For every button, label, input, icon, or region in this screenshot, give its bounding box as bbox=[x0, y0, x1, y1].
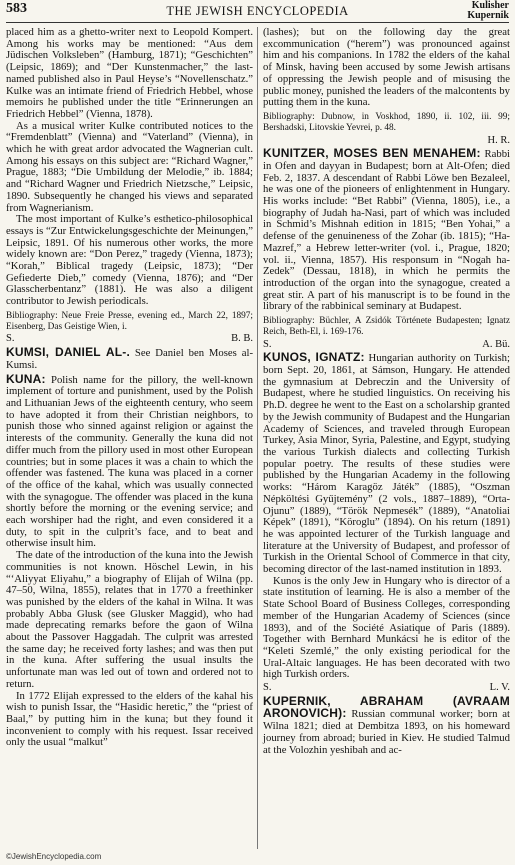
headword-kunos: KUNOS, IGNATZ: bbox=[263, 350, 365, 365]
page-title: THE JEWISH ENCYCLOPEDIA bbox=[166, 4, 349, 18]
kuna-history-paragraph: The date of the introduction of the kuna into the Jewish communities is not known. Höschel Lewin, in his “‘Aliyyat Eliyahu,” a biography of Elijah of Wilna (pp. 47–50, Wilna, 1855), relates that in 1770 a freethinker was punished by the elders of the kahal in Wilna. It was probably Abba Glusk (see Glusker Maggid), who had made deprecating remarks before the gaon of Wilna about the Passover Haggadah. The culprit was arrested the same day; he received forty lashes; and was then put in the kuna. After suffering the usual insults the unfortunate man was led out of town and ordered not to return. bbox=[6, 549, 253, 690]
entry-kuna bbox=[6, 371, 254, 551]
kulke-continuation: placed him as a ghetto-writer next to Leopold Kompert. Among his works may be mentioned: “Aus dem Jüdischen Volksleben” (Hamburg, 1871); “Geschichten” (Leipsic, 1869); and “Der Kunstenmacher,” the last-named published also in Paul Heyse’s “Novellenschatz.” Kulke was an intimate friend of Friedrich Hebbel, whose memoirs he published under the title “Erinnerungen an Friedrich Hebbel” (Vienna, 1878). bbox=[6, 26, 253, 120]
column-left bbox=[6, 27, 253, 749]
running-head-last: Kupernik bbox=[467, 10, 509, 21]
column-divider bbox=[257, 27, 258, 849]
entry-kunos bbox=[263, 352, 510, 575]
column-right bbox=[263, 27, 510, 756]
running-head-first: Kulisher bbox=[471, 0, 509, 11]
kuna-elijah-paragraph: In 1772 Elijah expressed to the elders of the kahal his wish to punish Issar, the “Hasidic heretic,” the “priest of Baal,” by putting him in the kuna; but they found it inconvenient to comply with his request. Issar received only the usual “malkut” bbox=[6, 689, 253, 749]
signature-initial: S. bbox=[263, 338, 272, 350]
headword-kumsi: KUMSI, DANIEL AL-. bbox=[6, 345, 131, 360]
signature-author: L. V. bbox=[489, 682, 510, 694]
kulke-essays-paragraph: The most important of Kulke’s esthetico-philosophical essays is “Zur Entwickelungsgeschichte der Meinungen,” Leipsic, 1891. Of his numerous other works, the more widely known are: “Don Perez,” tragedy (Vienna, 1873); “Korah,” Biblical tragedy (Leipsic, 1873); “Der Gefiederte Dieb,” comedy (Vienna, 1876); and “Der Glasscherbentanz” (1881). He was also a diligent contributor to Jewish periodicals. bbox=[6, 213, 253, 308]
entry-kunitzer bbox=[263, 148, 510, 313]
kunos-second-paragraph: Kunos is the only Jew in Hungary who is director of a state institution of learning. He is also a member of the State School Board of Business Colleges, corresponding member of the Hungarian Academy of Sciences (since 1893), and of the Société Asiatique of Paris (1889). Together with Bernhard Munkácsi he is editor of the “Keleti Szemlé,” the only existing periodical for the Ural-Altaic languages. He has been decorated with two high Turkish orders. bbox=[263, 574, 510, 681]
signature-author: H. R. bbox=[487, 134, 510, 146]
kumsi-cross-reference[interactable]: See Daniel ben Moses al-Kumsi. bbox=[6, 347, 253, 371]
kuna-continuation: (lashes); but on the following day the great excommunication (“herem”) was pronounced against him and his companions. In 1782 the elders of the kahal of Minsk, having been accused by some Jewish artisans of oppressing the Jewish people and of misusing the public money, punished the leaders of the malcontents by putting them in the kuna. bbox=[263, 26, 510, 109]
kulke-signature bbox=[6, 333, 253, 345]
kupernik-text: Russian communal worker; born at Wilna 1821; died at Dembitza 1893, on his homeward journey from abroad; buried in Kiev. He studied Talmud at the Volozhin yeshibah and ac- bbox=[263, 708, 510, 756]
entry-kupernik bbox=[263, 693, 510, 757]
signature-initial: S. bbox=[6, 333, 15, 345]
kunitzer-text: Rabbi in Ofen and dayyan in Budapest; born at Alt-Ofen; died Feb. 2, 1837. A descendant of Rabbi Löwe ben Bezaleel, he was one of the pioneers of enlightenment in Hungary. His works include: “Bet Rabbi” (Vienna, 1805), i.e., a biography of Judah ha-Nasi, part of which was included in Schmid’s Mishnah edition in 1815; “Ben Yohai,” a defense of the genuineness of the Zohar (ib. 1815); “Ha-Mazref,” a Hebrew letter-writer (vol. i., Prague, 1820; vol. ii., Vienna, 1857). His responsum in “Nogah ha-Zedek” (Dessau, 1818), in which he permits the introduction of the organ into the synagogue, created a great stir. A part of his manuscript is to be found in the library of the rabbinical seminary at Budapest. bbox=[263, 148, 511, 313]
signature-initial: S. bbox=[263, 682, 272, 694]
running-head bbox=[467, 1, 509, 21]
headword-kunitzer: KUNITZER, MOSES BEN MENAHEM: bbox=[263, 146, 481, 161]
headword-kupernik: KUPERNIK, ABRAHAM (AVRAAM ARONOVICH): bbox=[263, 693, 510, 721]
page-number: 583 bbox=[6, 1, 27, 16]
copyright-footer: ©JewishEncyclopedia.com bbox=[6, 852, 102, 861]
kunitzer-signature bbox=[263, 339, 510, 351]
kuna-bibliography: Bibliography: Dubnow, in Voskhod, 1890, ii. 102, iii. 99; Bershadski, Litovskie Yevrei, p. 48. bbox=[263, 111, 510, 133]
kuna-signature bbox=[263, 135, 510, 147]
kunos-text: Hungarian authority on Turkish; born Sept. 20, 1861, at Sámson, Hungary. He attended the gymnasium at Debreczin and the University of Budapest, where he studied linguistics. On receiving his Ph.D. degree he went to the East on a scholarship granted by the Jewish community of Budapest and the Hungarian Academy of Sciences, and traveled through European Turkey, Asia Minor, Syria, Palestine, and Egypt, studying the various Turkish dialects and collecting Turkish popular poetry. The results of these studies were published by the Hungarian Academy in the following works: “Három Karagöz Játék” (1885), “Oszman Népköltési Gyűjtemény” (2 vols., 1887–1889), “Orta-Ojunu” (1889), “Török Nepmesék” (1889), “Anatoliai Képek” (1891), “Köroglu” (1894). On his return (1891) he was appointed lecturer of the Turkish language and literature at the University of Budapest, and professor of Turkish in the Oriental School of Commerce in that city, becoming director of the last-named institution in 1893. bbox=[263, 352, 510, 576]
kulke-bibliography: Bibliography: Neue Freie Presse, evening ed., March 22, 1897; Eisenberg, Das Geistige Wien, i. bbox=[6, 310, 253, 332]
kunos-signature bbox=[263, 682, 510, 694]
kunitzer-bibliography: Bibliography: Büchler, A Zsidók Története Budapesten; Ignatz Reich, Beth-El, i. 169-176. bbox=[263, 316, 510, 337]
page-header bbox=[0, 0, 515, 22]
kuna-definition: Polish name for the pillory, the well-known implement of torture and punishment, used by the Polish and Lithuanian Jews of the eighteenth century, who seem to have adopted it from their Christian neighbors, to punish those who sinned against religion or against the interests of the community. Generally the kuna did not differ much from the pillory used in most other European countries; but in some places it was a chain to which the offender was fastened. The kuna was placed in a corner of the office of the kahal, which was usually connected with the synagogue. The offender was placed in the kuna shortly before the morning or the evening service; and each worshiper had the right, and even considered it a duty, to spit in the culprit’s face, and to beat and otherwise insult him. bbox=[6, 373, 254, 550]
header-rule bbox=[6, 22, 509, 23]
headword-kuna: KUNA: bbox=[6, 371, 46, 386]
signature-author: B. B. bbox=[231, 333, 253, 345]
signature-author: A. Bü. bbox=[482, 338, 510, 350]
entry-kumsi bbox=[6, 347, 253, 371]
kulke-music-paragraph: As a musical writer Kulke contributed notices to the “Fremdenblatt” (Vienna) and “Vaterland” (Vienna), in which he with great ardor advocated the Wagnerian cult. Among his essays on this subject are: “Richard Wagner,” Prague, 1883; “Die Umbildung der Melodie,” ib. 1884; and “Richard Wagner und Friedrich Nietzsche,” Leipsic, 1890. Subsequently he changed his views and separated from Wagnerianism. bbox=[6, 119, 253, 214]
